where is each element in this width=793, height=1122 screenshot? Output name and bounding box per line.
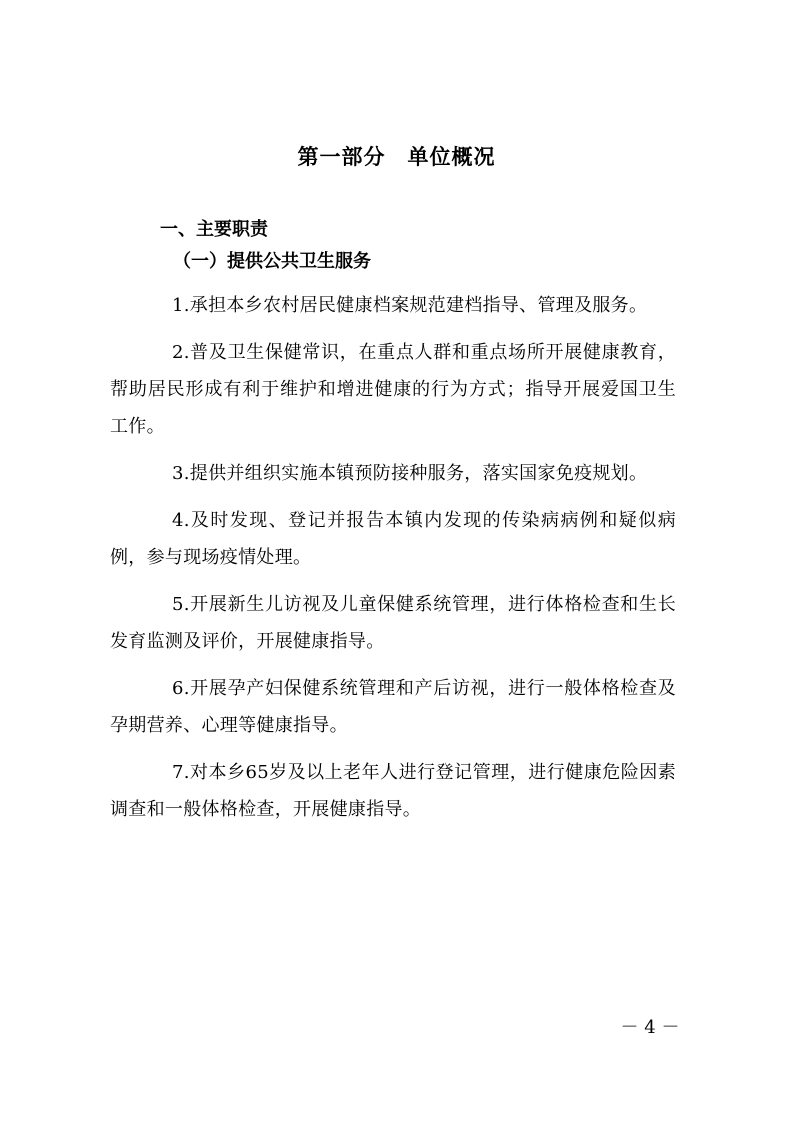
duty-item-5: 5.开展新生儿访视及儿童保健系统管理，进行体格检查和生长发育监测及评价，开展健康指导。: [110, 594, 676, 652]
duty-item-1: 1.承担本乡农村居民健康档案规范建档指导、管理及服务。: [172, 295, 648, 316]
duty-item-7: 7.对本乡65岁及以上老年人进行登记管理，进行健康危险因素调查和一般体格检查，开展健康指导。: [110, 762, 676, 820]
duty-item-6: 6.开展孕产妇保健系统管理和产后访视，进行一般体格检查及孕期营养、心理等健康指导。: [110, 678, 676, 736]
page-number: － 4 －: [620, 1017, 680, 1038]
duty-item-3: 3.提供并组织实施本镇预防接种服务，落实国家免疫规划。: [172, 463, 648, 484]
subsection-heading: （一）提供公共卫生服务: [173, 251, 371, 272]
duty-item-2: 2.普及卫生保健常识，在重点人群和重点场所开展健康教育，帮助居民形成有利于维护和增进健康的行为方式；指导开展爱国卫生工作。: [110, 342, 676, 437]
duty-item-4: 4.及时发现、登记并报告本镇内发现的传染病病例和疑似病例，参与现场疫情处理。: [110, 510, 676, 568]
duty-list: [110, 287, 676, 838]
page-title: 第一部分 单位概况: [297, 144, 496, 169]
section-heading: 一、主要职责: [160, 219, 268, 240]
